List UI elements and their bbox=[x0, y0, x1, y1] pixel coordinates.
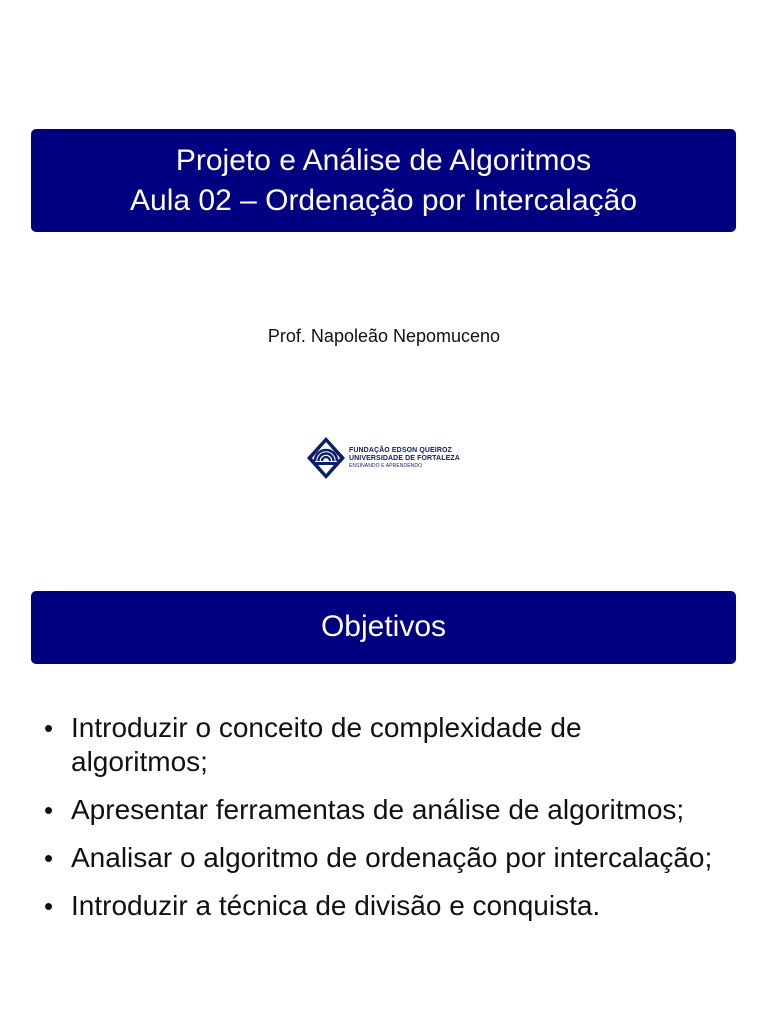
unifor-logo-icon bbox=[306, 436, 346, 480]
slide-title-line-1: Projeto e Análise de Algoritmos bbox=[175, 144, 592, 177]
slide-title-bar bbox=[31, 129, 736, 232]
logo-text bbox=[349, 447, 460, 470]
slide-title-line-2: Aula 02 – Ordenação por Intercalação bbox=[130, 184, 637, 217]
list-item bbox=[44, 793, 724, 827]
logo-line-foundation: FUNDAÇÃO EDSON QUEIROZ bbox=[349, 446, 452, 454]
institution-logo bbox=[306, 436, 466, 480]
list-item bbox=[44, 711, 724, 779]
objectives-list bbox=[44, 711, 724, 937]
list-item bbox=[44, 889, 724, 923]
list-item-text: Introduzir o conceito de complexidade de algoritmos; bbox=[71, 712, 582, 777]
logo-line-university: UNIVERSIDADE DE FORTALEZA bbox=[349, 454, 460, 462]
logo-line-motto: ENSINANDO E APRENDENDO bbox=[349, 462, 423, 469]
bullet-icon: • bbox=[44, 891, 54, 921]
bullet-icon: • bbox=[44, 795, 54, 825]
author-name: Prof. Napoleão Nepomuceno bbox=[267, 326, 501, 346]
list-item bbox=[44, 841, 724, 875]
objectives-title-bar bbox=[31, 591, 736, 664]
bullet-icon: • bbox=[44, 713, 54, 743]
objectives-title: Objetivos bbox=[320, 610, 447, 643]
list-item-text: Apresentar ferramentas de análise de algoritmos; bbox=[71, 794, 685, 825]
list-item-text: Introduzir a técnica de divisão e conquista. bbox=[71, 890, 601, 921]
bullet-icon: • bbox=[44, 843, 54, 873]
list-item-text: Analisar o algoritmo de ordenação por intercalação; bbox=[71, 842, 713, 873]
